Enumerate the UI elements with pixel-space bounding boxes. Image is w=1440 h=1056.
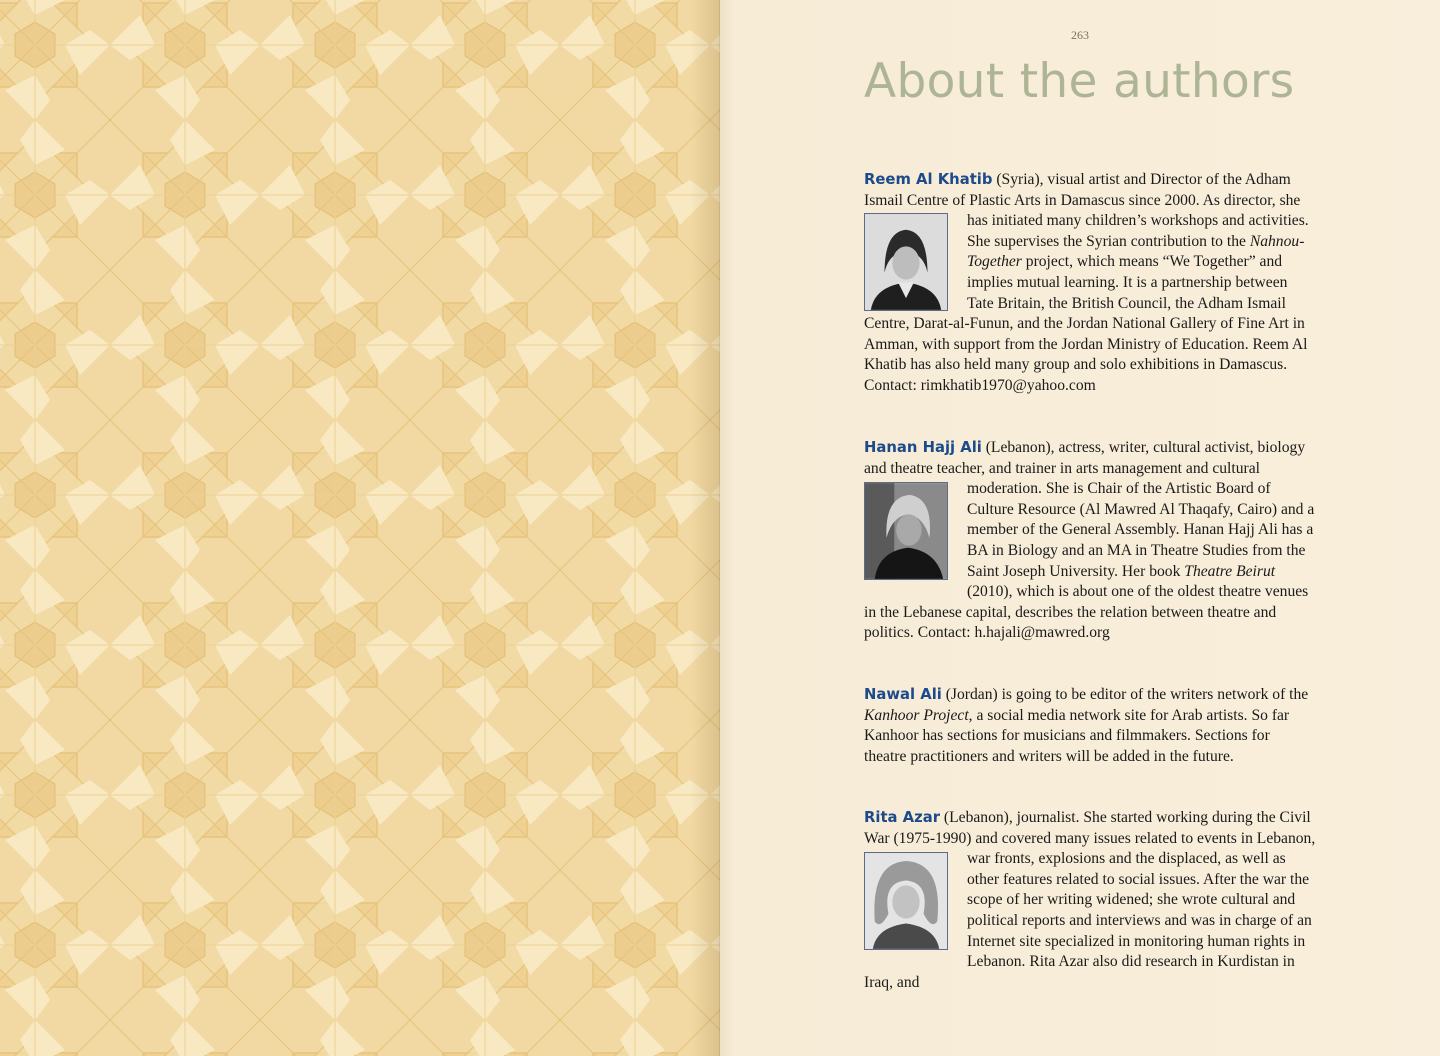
- author-name: Nawal Ali: [864, 686, 942, 703]
- bio-italic: Nahnou-Together: [967, 232, 1305, 271]
- page-number: 263: [1071, 28, 1089, 42]
- bio-text: war fronts, explosions and the displaced, as well as other features related to social issues. After the war the scope of her writing widened; she wrote cultural and political reports and interviews and was in charge of an Internet site specialized in monitoring human rights in Lebanon. Rita Azar also did research in Kurdistan in Iraq, and: [864, 850, 1312, 991]
- bio-text: (2010), which is about one of the oldest theatre venues in the Lebanese capital, describes the relation between theatre and politics. Contact: h.hajali@mawred.org: [864, 583, 1309, 642]
- author-bio: [864, 170, 1316, 397]
- portrait-illustration: [865, 853, 947, 949]
- bio-italic: Kanhoor Project: [864, 706, 969, 724]
- bio-text: (Jordan) is going to be editor of the writers network of the: [941, 686, 1309, 703]
- text-page: [720, 0, 1440, 1056]
- bio-text: moderation. She is Chair of the Artistic Board of Culture Resource (Al Mawred Al Thaqafy, Cairo) and a member of the General Assembly. Hanan Hajj Ali has a BA in Biology and an MA in Theatre Studies from the Saint Joseph University. Her book: [967, 480, 1315, 580]
- author-photo: [864, 482, 948, 580]
- author-name: Hanan Hajj Ali: [864, 439, 982, 456]
- author-bio: [864, 808, 1316, 993]
- author-photo: [864, 852, 948, 950]
- bio-text: has initiated many children’s workshops and activities. She supervises the Syrian contribution to the: [967, 212, 1309, 250]
- page-title: About the authors: [864, 54, 1295, 109]
- author-bio: [864, 438, 1316, 644]
- portrait-illustration: [865, 483, 947, 579]
- bio-text: (Lebanon), actress, writer, cultural activist, biology and theatre teacher, and trainer in arts management and cultural: [864, 439, 1306, 477]
- bio-text: (Syria), visual artist and Director of the Adham Ismail Centre of Plastic Arts in Damascus since 2000. As director, she: [864, 171, 1301, 209]
- author-bio: [864, 685, 1316, 767]
- bio-text: project, which means “We Together” and implies mutual learning. It is a partnership between Tate Britain, the British Council, the Adham Ismail Centre, Darat-al-Funun, and the Jordan National Gallery of Fine Art in Amman, with support from the Jordan Ministry of Education. Reem Al Khatib has also held many group and solo exhibitions in Damascus. Contact: rimkhatib1970@yahoo.com: [864, 253, 1308, 394]
- portrait-illustration: [865, 214, 947, 310]
- bio-text: , a social media network site for Arab artists. So far Kanhoor has sections for musicians and filmmakers. Sections for theatre practitioners and writers will be added in the future.: [864, 706, 1290, 765]
- author-name: Reem Al Khatib: [864, 171, 993, 188]
- author-name: Rita Azar: [864, 809, 941, 826]
- bio-italic: Theatre Beirut: [1184, 562, 1276, 580]
- bio-text: (Lebanon), journalist. She started working during the Civil War (1975-1990) and covered many issues related to events in Lebanon,: [864, 809, 1316, 847]
- author-photo: [864, 213, 948, 311]
